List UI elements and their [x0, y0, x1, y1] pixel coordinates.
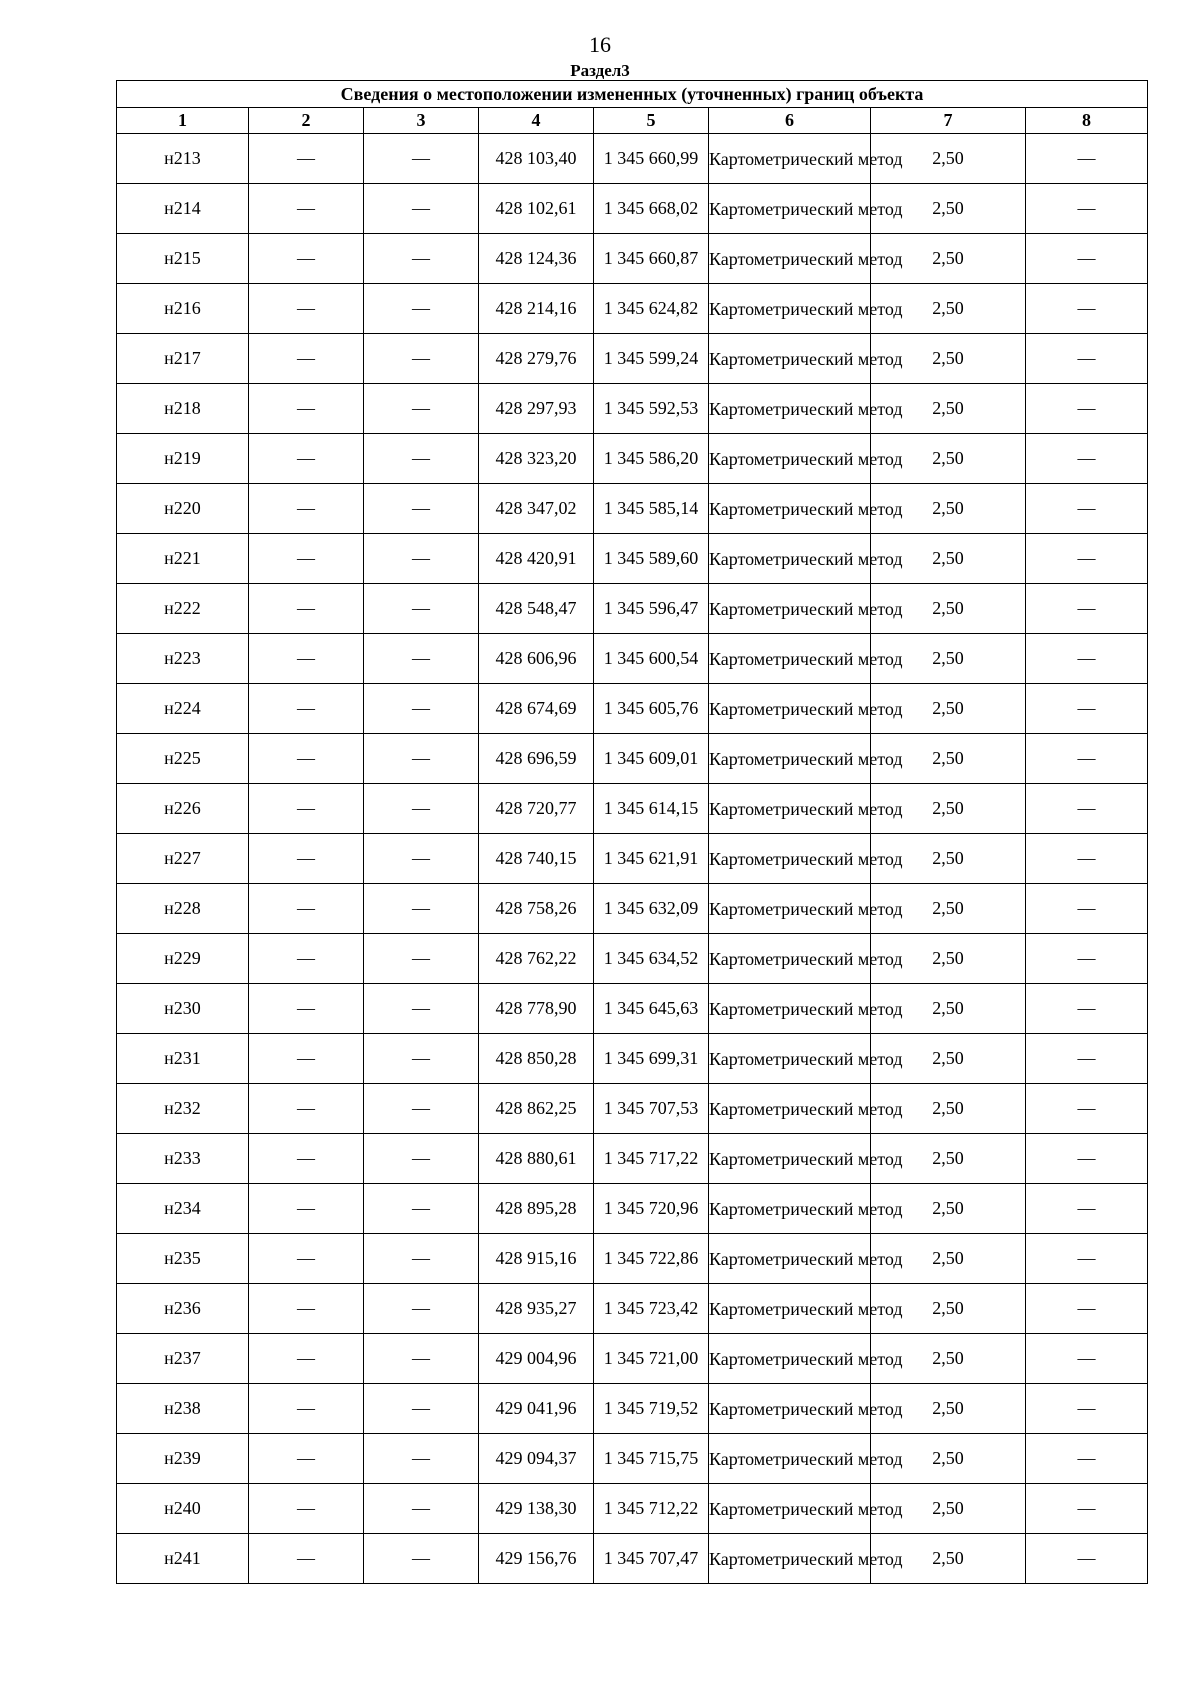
accuracy-cell: 2,50	[871, 484, 1026, 534]
table-row	[117, 1434, 1148, 1484]
col2-cell: —	[249, 584, 364, 634]
table-row	[117, 884, 1148, 934]
method-cell: Картометрический метод	[709, 384, 871, 434]
column-number-6: 6	[709, 108, 871, 134]
col2-cell: —	[249, 1484, 364, 1534]
point-name-cell: н218	[117, 384, 249, 434]
y-coordinate-cell: 1 345 592,53	[594, 384, 709, 434]
col2-cell: —	[249, 734, 364, 784]
col3-cell: —	[364, 884, 479, 934]
col3-cell: —	[364, 134, 479, 184]
col8-cell: —	[1026, 434, 1148, 484]
col8-cell: —	[1026, 1484, 1148, 1534]
x-coordinate-cell: 428 674,69	[479, 684, 594, 734]
method-cell: Картометрический метод	[709, 534, 871, 584]
col2-cell: —	[249, 134, 364, 184]
point-name-cell: н220	[117, 484, 249, 534]
x-coordinate-cell: 428 297,93	[479, 384, 594, 434]
col3-cell: —	[364, 734, 479, 784]
col8-cell: —	[1026, 1084, 1148, 1134]
x-coordinate-cell: 428 420,91	[479, 534, 594, 584]
y-coordinate-cell: 1 345 599,24	[594, 334, 709, 384]
y-coordinate-cell: 1 345 723,42	[594, 1284, 709, 1334]
y-coordinate-cell: 1 345 605,76	[594, 684, 709, 734]
col8-cell: —	[1026, 1434, 1148, 1484]
y-coordinate-cell: 1 345 660,87	[594, 234, 709, 284]
accuracy-cell: 2,50	[871, 534, 1026, 584]
y-coordinate-cell: 1 345 707,47	[594, 1534, 709, 1584]
col8-cell: —	[1026, 384, 1148, 434]
point-name-cell: н224	[117, 684, 249, 734]
x-coordinate-cell: 428 347,02	[479, 484, 594, 534]
table-row	[117, 634, 1148, 684]
x-coordinate-cell: 428 915,16	[479, 1234, 594, 1284]
point-name-cell: н225	[117, 734, 249, 784]
col3-cell: —	[364, 684, 479, 734]
method-cell: Картометрический метод	[709, 284, 871, 334]
col8-cell: —	[1026, 934, 1148, 984]
method-cell: Картометрический метод	[709, 834, 871, 884]
method-cell: Картометрический метод	[709, 1134, 871, 1184]
x-coordinate-cell: 428 880,61	[479, 1134, 594, 1184]
y-coordinate-cell: 1 345 719,52	[594, 1384, 709, 1434]
col3-cell: —	[364, 1234, 479, 1284]
point-name-cell: н236	[117, 1284, 249, 1334]
col8-cell: —	[1026, 534, 1148, 584]
point-name-cell: н233	[117, 1134, 249, 1184]
y-coordinate-cell: 1 345 624,82	[594, 284, 709, 334]
method-cell: Картометрический метод	[709, 1434, 871, 1484]
y-coordinate-cell: 1 345 660,99	[594, 134, 709, 184]
col8-cell: —	[1026, 1384, 1148, 1434]
point-name-cell: н214	[117, 184, 249, 234]
table-row	[117, 384, 1148, 434]
col8-cell: —	[1026, 334, 1148, 384]
point-name-cell: н223	[117, 634, 249, 684]
y-coordinate-cell: 1 345 707,53	[594, 1084, 709, 1134]
y-coordinate-cell: 1 345 632,09	[594, 884, 709, 934]
accuracy-cell: 2,50	[871, 1034, 1026, 1084]
method-cell: Картометрический метод	[709, 1534, 871, 1584]
accuracy-cell: 2,50	[871, 1084, 1026, 1134]
col2-cell: —	[249, 1184, 364, 1234]
x-coordinate-cell: 428 935,27	[479, 1284, 594, 1334]
accuracy-cell: 2,50	[871, 934, 1026, 984]
x-coordinate-cell: 428 758,26	[479, 884, 594, 934]
point-name-cell: н240	[117, 1484, 249, 1534]
col8-cell: —	[1026, 684, 1148, 734]
col3-cell: —	[364, 434, 479, 484]
col3-cell: —	[364, 784, 479, 834]
column-number-7: 7	[871, 108, 1026, 134]
col2-cell: —	[249, 534, 364, 584]
column-number-3: 3	[364, 108, 479, 134]
x-coordinate-cell: 428 103,40	[479, 134, 594, 184]
col8-cell: —	[1026, 134, 1148, 184]
table-row	[117, 334, 1148, 384]
point-name-cell: н217	[117, 334, 249, 384]
x-coordinate-cell: 429 138,30	[479, 1484, 594, 1534]
y-coordinate-cell: 1 345 596,47	[594, 584, 709, 634]
table-row	[117, 534, 1148, 584]
table-row	[117, 784, 1148, 834]
method-cell: Картометрический метод	[709, 984, 871, 1034]
col3-cell: —	[364, 1134, 479, 1184]
table-row	[117, 1084, 1148, 1134]
col3-cell: —	[364, 1184, 479, 1234]
method-cell: Картометрический метод	[709, 684, 871, 734]
table-row	[117, 1234, 1148, 1284]
x-coordinate-cell: 428 720,77	[479, 784, 594, 834]
accuracy-cell: 2,50	[871, 1384, 1026, 1434]
column-number-8: 8	[1026, 108, 1148, 134]
method-cell: Картометрический метод	[709, 134, 871, 184]
method-cell: Картометрический метод	[709, 234, 871, 284]
method-cell: Картометрический метод	[709, 1484, 871, 1534]
col8-cell: —	[1026, 1134, 1148, 1184]
accuracy-cell: 2,50	[871, 334, 1026, 384]
point-name-cell: н222	[117, 584, 249, 634]
x-coordinate-cell: 428 124,36	[479, 234, 594, 284]
col2-cell: —	[249, 184, 364, 234]
point-name-cell: н215	[117, 234, 249, 284]
method-cell: Картометрический метод	[709, 884, 871, 934]
table-row	[117, 1484, 1148, 1534]
point-name-cell: н230	[117, 984, 249, 1034]
col2-cell: —	[249, 934, 364, 984]
point-name-cell: н239	[117, 1434, 249, 1484]
accuracy-cell: 2,50	[871, 784, 1026, 834]
accuracy-cell: 2,50	[871, 1334, 1026, 1384]
col2-cell: —	[249, 1284, 364, 1334]
section-title: Раздел3	[570, 61, 630, 80]
accuracy-cell: 2,50	[871, 584, 1026, 634]
col2-cell: —	[249, 634, 364, 684]
x-coordinate-cell: 428 279,76	[479, 334, 594, 384]
col3-cell: —	[364, 634, 479, 684]
y-coordinate-cell: 1 345 720,96	[594, 1184, 709, 1234]
accuracy-cell: 2,50	[871, 684, 1026, 734]
table-row	[117, 134, 1148, 184]
col3-cell: —	[364, 234, 479, 284]
accuracy-cell: 2,50	[871, 1434, 1026, 1484]
x-coordinate-cell: 428 696,59	[479, 734, 594, 784]
col8-cell: —	[1026, 1284, 1148, 1334]
col8-cell: —	[1026, 484, 1148, 534]
col3-cell: —	[364, 534, 479, 584]
col2-cell: —	[249, 1534, 364, 1584]
col3-cell: —	[364, 584, 479, 634]
table-row	[117, 834, 1148, 884]
point-name-cell: н241	[117, 1534, 249, 1584]
accuracy-cell: 2,50	[871, 884, 1026, 934]
x-coordinate-cell: 428 895,28	[479, 1184, 594, 1234]
table-body	[117, 134, 1148, 1584]
x-coordinate-cell: 429 004,96	[479, 1334, 594, 1384]
y-coordinate-cell: 1 345 600,54	[594, 634, 709, 684]
col2-cell: —	[249, 384, 364, 434]
col2-cell: —	[249, 834, 364, 884]
table-row	[117, 484, 1148, 534]
point-name-cell: н229	[117, 934, 249, 984]
col8-cell: —	[1026, 984, 1148, 1034]
accuracy-cell: 2,50	[871, 234, 1026, 284]
y-coordinate-cell: 1 345 634,52	[594, 934, 709, 984]
col2-cell: —	[249, 884, 364, 934]
method-cell: Картометрический метод	[709, 1184, 871, 1234]
x-coordinate-cell: 428 214,16	[479, 284, 594, 334]
table-row	[117, 684, 1148, 734]
col8-cell: —	[1026, 834, 1148, 884]
col8-cell: —	[1026, 184, 1148, 234]
method-cell: Картометрический метод	[709, 1284, 871, 1334]
point-name-cell: н221	[117, 534, 249, 584]
col3-cell: —	[364, 384, 479, 434]
col3-cell: —	[364, 1534, 479, 1584]
col8-cell: —	[1026, 734, 1148, 784]
point-name-cell: н228	[117, 884, 249, 934]
table-caption: Сведения о местоположении измененных (уточненных) границ объекта	[117, 81, 1148, 108]
point-name-cell: н227	[117, 834, 249, 884]
accuracy-cell: 2,50	[871, 134, 1026, 184]
method-cell: Картометрический метод	[709, 634, 871, 684]
col3-cell: —	[364, 334, 479, 384]
accuracy-cell: 2,50	[871, 1134, 1026, 1184]
x-coordinate-cell: 428 323,20	[479, 434, 594, 484]
point-name-cell: н213	[117, 134, 249, 184]
col8-cell: —	[1026, 1234, 1148, 1284]
method-cell: Картометрический метод	[709, 334, 871, 384]
column-number-1: 1	[117, 108, 249, 134]
method-cell: Картометрический метод	[709, 784, 871, 834]
col3-cell: —	[364, 1484, 479, 1534]
col8-cell: —	[1026, 784, 1148, 834]
y-coordinate-cell: 1 345 614,15	[594, 784, 709, 834]
accuracy-cell: 2,50	[871, 634, 1026, 684]
y-coordinate-cell: 1 345 609,01	[594, 734, 709, 784]
col3-cell: —	[364, 184, 479, 234]
col8-cell: —	[1026, 1034, 1148, 1084]
col2-cell: —	[249, 684, 364, 734]
col8-cell: —	[1026, 234, 1148, 284]
x-coordinate-cell: 428 102,61	[479, 184, 594, 234]
method-cell: Картометрический метод	[709, 934, 871, 984]
column-number-5: 5	[594, 108, 709, 134]
col3-cell: —	[364, 1334, 479, 1384]
col8-cell: —	[1026, 634, 1148, 684]
y-coordinate-cell: 1 345 722,86	[594, 1234, 709, 1284]
table-row	[117, 584, 1148, 634]
accuracy-cell: 2,50	[871, 1284, 1026, 1334]
y-coordinate-cell: 1 345 621,91	[594, 834, 709, 884]
col2-cell: —	[249, 984, 364, 1034]
y-coordinate-cell: 1 345 586,20	[594, 434, 709, 484]
point-name-cell: н238	[117, 1384, 249, 1434]
y-coordinate-cell: 1 345 699,31	[594, 1034, 709, 1084]
col2-cell: —	[249, 1084, 364, 1134]
accuracy-cell: 2,50	[871, 1484, 1026, 1534]
table-row	[117, 1384, 1148, 1434]
col8-cell: —	[1026, 584, 1148, 634]
point-name-cell: н231	[117, 1034, 249, 1084]
col2-cell: —	[249, 1434, 364, 1484]
col2-cell: —	[249, 334, 364, 384]
column-number-row	[117, 108, 1148, 134]
col3-cell: —	[364, 1084, 479, 1134]
table-row	[117, 234, 1148, 284]
accuracy-cell: 2,50	[871, 1184, 1026, 1234]
x-coordinate-cell: 429 041,96	[479, 1384, 594, 1434]
col8-cell: —	[1026, 884, 1148, 934]
y-coordinate-cell: 1 345 712,22	[594, 1484, 709, 1534]
x-coordinate-cell: 428 548,47	[479, 584, 594, 634]
table-row	[117, 1134, 1148, 1184]
method-cell: Картометрический метод	[709, 734, 871, 784]
method-cell: Картометрический метод	[709, 184, 871, 234]
y-coordinate-cell: 1 345 645,63	[594, 984, 709, 1034]
col3-cell: —	[364, 934, 479, 984]
col2-cell: —	[249, 234, 364, 284]
table-row	[117, 734, 1148, 784]
col3-cell: —	[364, 834, 479, 884]
method-cell: Картометрический метод	[709, 1234, 871, 1284]
table-row	[117, 1284, 1148, 1334]
method-cell: Картометрический метод	[709, 1034, 871, 1084]
accuracy-cell: 2,50	[871, 434, 1026, 484]
col8-cell: —	[1026, 1534, 1148, 1584]
point-name-cell: н219	[117, 434, 249, 484]
method-cell: Картометрический метод	[709, 484, 871, 534]
table-row	[117, 1184, 1148, 1234]
x-coordinate-cell: 428 762,22	[479, 934, 594, 984]
x-coordinate-cell: 428 740,15	[479, 834, 594, 884]
accuracy-cell: 2,50	[871, 734, 1026, 784]
col2-cell: —	[249, 1034, 364, 1084]
accuracy-cell: 2,50	[871, 1534, 1026, 1584]
table-row	[117, 434, 1148, 484]
col2-cell: —	[249, 434, 364, 484]
accuracy-cell: 2,50	[871, 834, 1026, 884]
y-coordinate-cell: 1 345 715,75	[594, 1434, 709, 1484]
point-name-cell: н235	[117, 1234, 249, 1284]
col3-cell: —	[364, 484, 479, 534]
table-row	[117, 284, 1148, 334]
col2-cell: —	[249, 484, 364, 534]
col2-cell: —	[249, 284, 364, 334]
col2-cell: —	[249, 1384, 364, 1434]
x-coordinate-cell: 429 094,37	[479, 1434, 594, 1484]
table-row	[117, 184, 1148, 234]
accuracy-cell: 2,50	[871, 284, 1026, 334]
x-coordinate-cell: 428 778,90	[479, 984, 594, 1034]
table-row	[117, 1334, 1148, 1384]
x-coordinate-cell: 428 850,28	[479, 1034, 594, 1084]
y-coordinate-cell: 1 345 589,60	[594, 534, 709, 584]
point-name-cell: н232	[117, 1084, 249, 1134]
accuracy-cell: 2,50	[871, 184, 1026, 234]
col8-cell: —	[1026, 1184, 1148, 1234]
point-name-cell: н216	[117, 284, 249, 334]
point-name-cell: н226	[117, 784, 249, 834]
x-coordinate-cell: 428 862,25	[479, 1084, 594, 1134]
method-cell: Картометрический метод	[709, 1384, 871, 1434]
point-name-cell: н237	[117, 1334, 249, 1384]
col2-cell: —	[249, 1334, 364, 1384]
accuracy-cell: 2,50	[871, 1234, 1026, 1284]
x-coordinate-cell: 429 156,76	[479, 1534, 594, 1584]
x-coordinate-cell: 428 606,96	[479, 634, 594, 684]
point-name-cell: н234	[117, 1184, 249, 1234]
accuracy-cell: 2,50	[871, 384, 1026, 434]
method-cell: Картометрический метод	[709, 1084, 871, 1134]
column-number-2: 2	[249, 108, 364, 134]
y-coordinate-cell: 1 345 668,02	[594, 184, 709, 234]
method-cell: Картометрический метод	[709, 584, 871, 634]
col3-cell: —	[364, 284, 479, 334]
page-number: 16	[589, 32, 611, 57]
table-row	[117, 1534, 1148, 1584]
accuracy-cell: 2,50	[871, 984, 1026, 1034]
col2-cell: —	[249, 784, 364, 834]
column-number-4: 4	[479, 108, 594, 134]
col3-cell: —	[364, 1284, 479, 1334]
table-row	[117, 984, 1148, 1034]
col3-cell: —	[364, 1384, 479, 1434]
col3-cell: —	[364, 1034, 479, 1084]
boundary-coordinates-table	[116, 80, 1148, 1584]
y-coordinate-cell: 1 345 721,00	[594, 1334, 709, 1384]
y-coordinate-cell: 1 345 717,22	[594, 1134, 709, 1184]
method-cell: Картометрический метод	[709, 434, 871, 484]
col2-cell: —	[249, 1234, 364, 1284]
col3-cell: —	[364, 984, 479, 1034]
table-row	[117, 934, 1148, 984]
col8-cell: —	[1026, 1334, 1148, 1384]
y-coordinate-cell: 1 345 585,14	[594, 484, 709, 534]
col3-cell: —	[364, 1434, 479, 1484]
table-row	[117, 1034, 1148, 1084]
col2-cell: —	[249, 1134, 364, 1184]
table-caption-row	[117, 81, 1148, 108]
col8-cell: —	[1026, 284, 1148, 334]
method-cell: Картометрический метод	[709, 1334, 871, 1384]
